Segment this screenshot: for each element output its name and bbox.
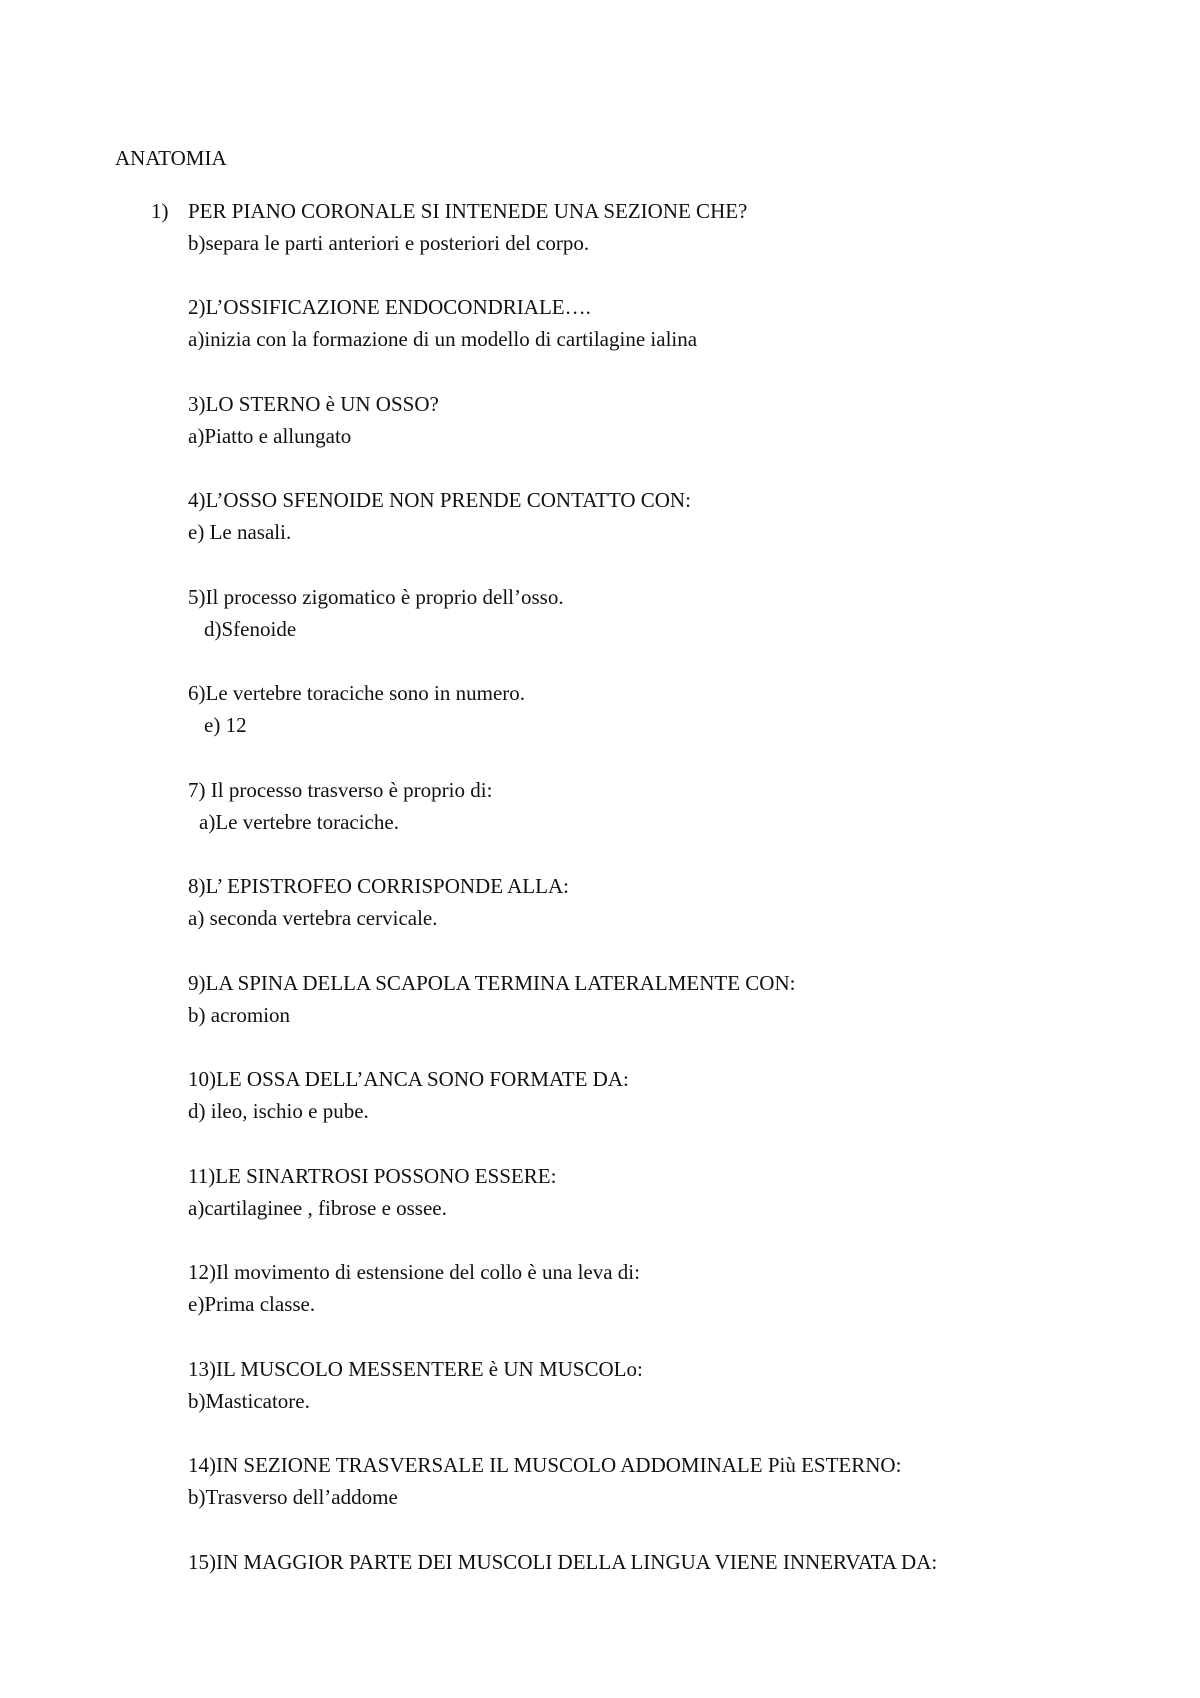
question-item-6	[188, 677, 525, 741]
answer-text: e)Prima classe.	[188, 1292, 316, 1316]
answer-text: a) seconda vertebra cervicale.	[188, 906, 438, 930]
question-item-15	[188, 1546, 937, 1578]
question-text: 5)Il processo zigomatico è proprio dell’osso.	[188, 585, 564, 609]
question-item-4	[188, 484, 691, 548]
question-text: 6)Le vertebre toraciche sono in numero.	[188, 681, 526, 705]
answer-text: a)Piatto e allungato	[188, 424, 352, 448]
question-text: 9)LA SPINA DELLA SCAPOLA TERMINA LATERALMENTE CON:	[188, 971, 796, 995]
question-text: 13)IL MUSCOLO MESSENTERE è UN MUSCOLo:	[188, 1357, 643, 1381]
question-text: 14)IN SEZIONE TRASVERSALE IL MUSCOLO ADDOMINALE Più ESTERNO:	[188, 1453, 902, 1477]
answer-text: d)Sfenoide	[204, 617, 297, 641]
question-text: 4)L’OSSO SFENOIDE NON PRENDE CONTATTO CON:	[188, 488, 691, 512]
answer-text: b) acromion	[188, 1003, 291, 1027]
question-text: 7) Il processo trasverso è proprio di:	[188, 778, 493, 802]
answer-text: b)Trasverso dell’addome	[188, 1485, 398, 1509]
answer-text: a)cartilaginee , fibrose e ossee.	[188, 1196, 447, 1220]
question-item-10	[188, 1063, 629, 1127]
question-text: 8)L’ EPISTROFEO CORRISPONDE ALLA:	[188, 874, 569, 898]
question-text: 2)L’OSSIFICAZIONE ENDOCONDRIALE….	[188, 295, 591, 319]
answer-text: a)inizia con la formazione di un modello di cartilagine ialina	[188, 327, 698, 351]
answer-text: b)separa le parti anteriori e posteriori del corpo.	[188, 231, 590, 255]
question-item-11	[188, 1160, 556, 1224]
answer-text: d) ileo, ischio e pube.	[188, 1099, 369, 1123]
question-item-3	[188, 388, 439, 452]
question-text: 12)Il movimento di estensione del collo è una leva di:	[188, 1260, 640, 1284]
question-item-9	[188, 967, 795, 1031]
question-text: 10)LE OSSA DELL’ANCA SONO FORMATE DA:	[188, 1067, 629, 1091]
question-text: 15)IN MAGGIOR PARTE DEI MUSCOLI DELLA LINGUA VIENE INNERVATA DA:	[188, 1550, 938, 1574]
question-item-12	[188, 1256, 640, 1320]
question-number: 1)	[151, 199, 169, 223]
answer-text: a)Le vertebre toraciche.	[199, 810, 399, 834]
answer-text: e) 12	[204, 713, 247, 737]
document-title: ANATOMIA	[115, 146, 227, 170]
question-item-13	[188, 1353, 643, 1417]
question-item-8	[188, 870, 569, 934]
answer-text: b)Masticatore.	[188, 1389, 310, 1413]
question-text: 11)LE SINARTROSI POSSONO ESSERE:	[188, 1164, 557, 1188]
answer-text: e) Le nasali.	[188, 520, 292, 544]
question-item-7	[188, 774, 492, 838]
question-item-2	[188, 291, 697, 355]
question-item-14	[188, 1449, 901, 1513]
question-text: 3)LO STERNO è UN OSSO?	[188, 392, 439, 416]
question-text: PER PIANO CORONALE SI INTENEDE UNA SEZIONE CHE?	[188, 199, 748, 223]
question-item-5	[188, 581, 564, 645]
question-item-1	[151, 195, 748, 259]
